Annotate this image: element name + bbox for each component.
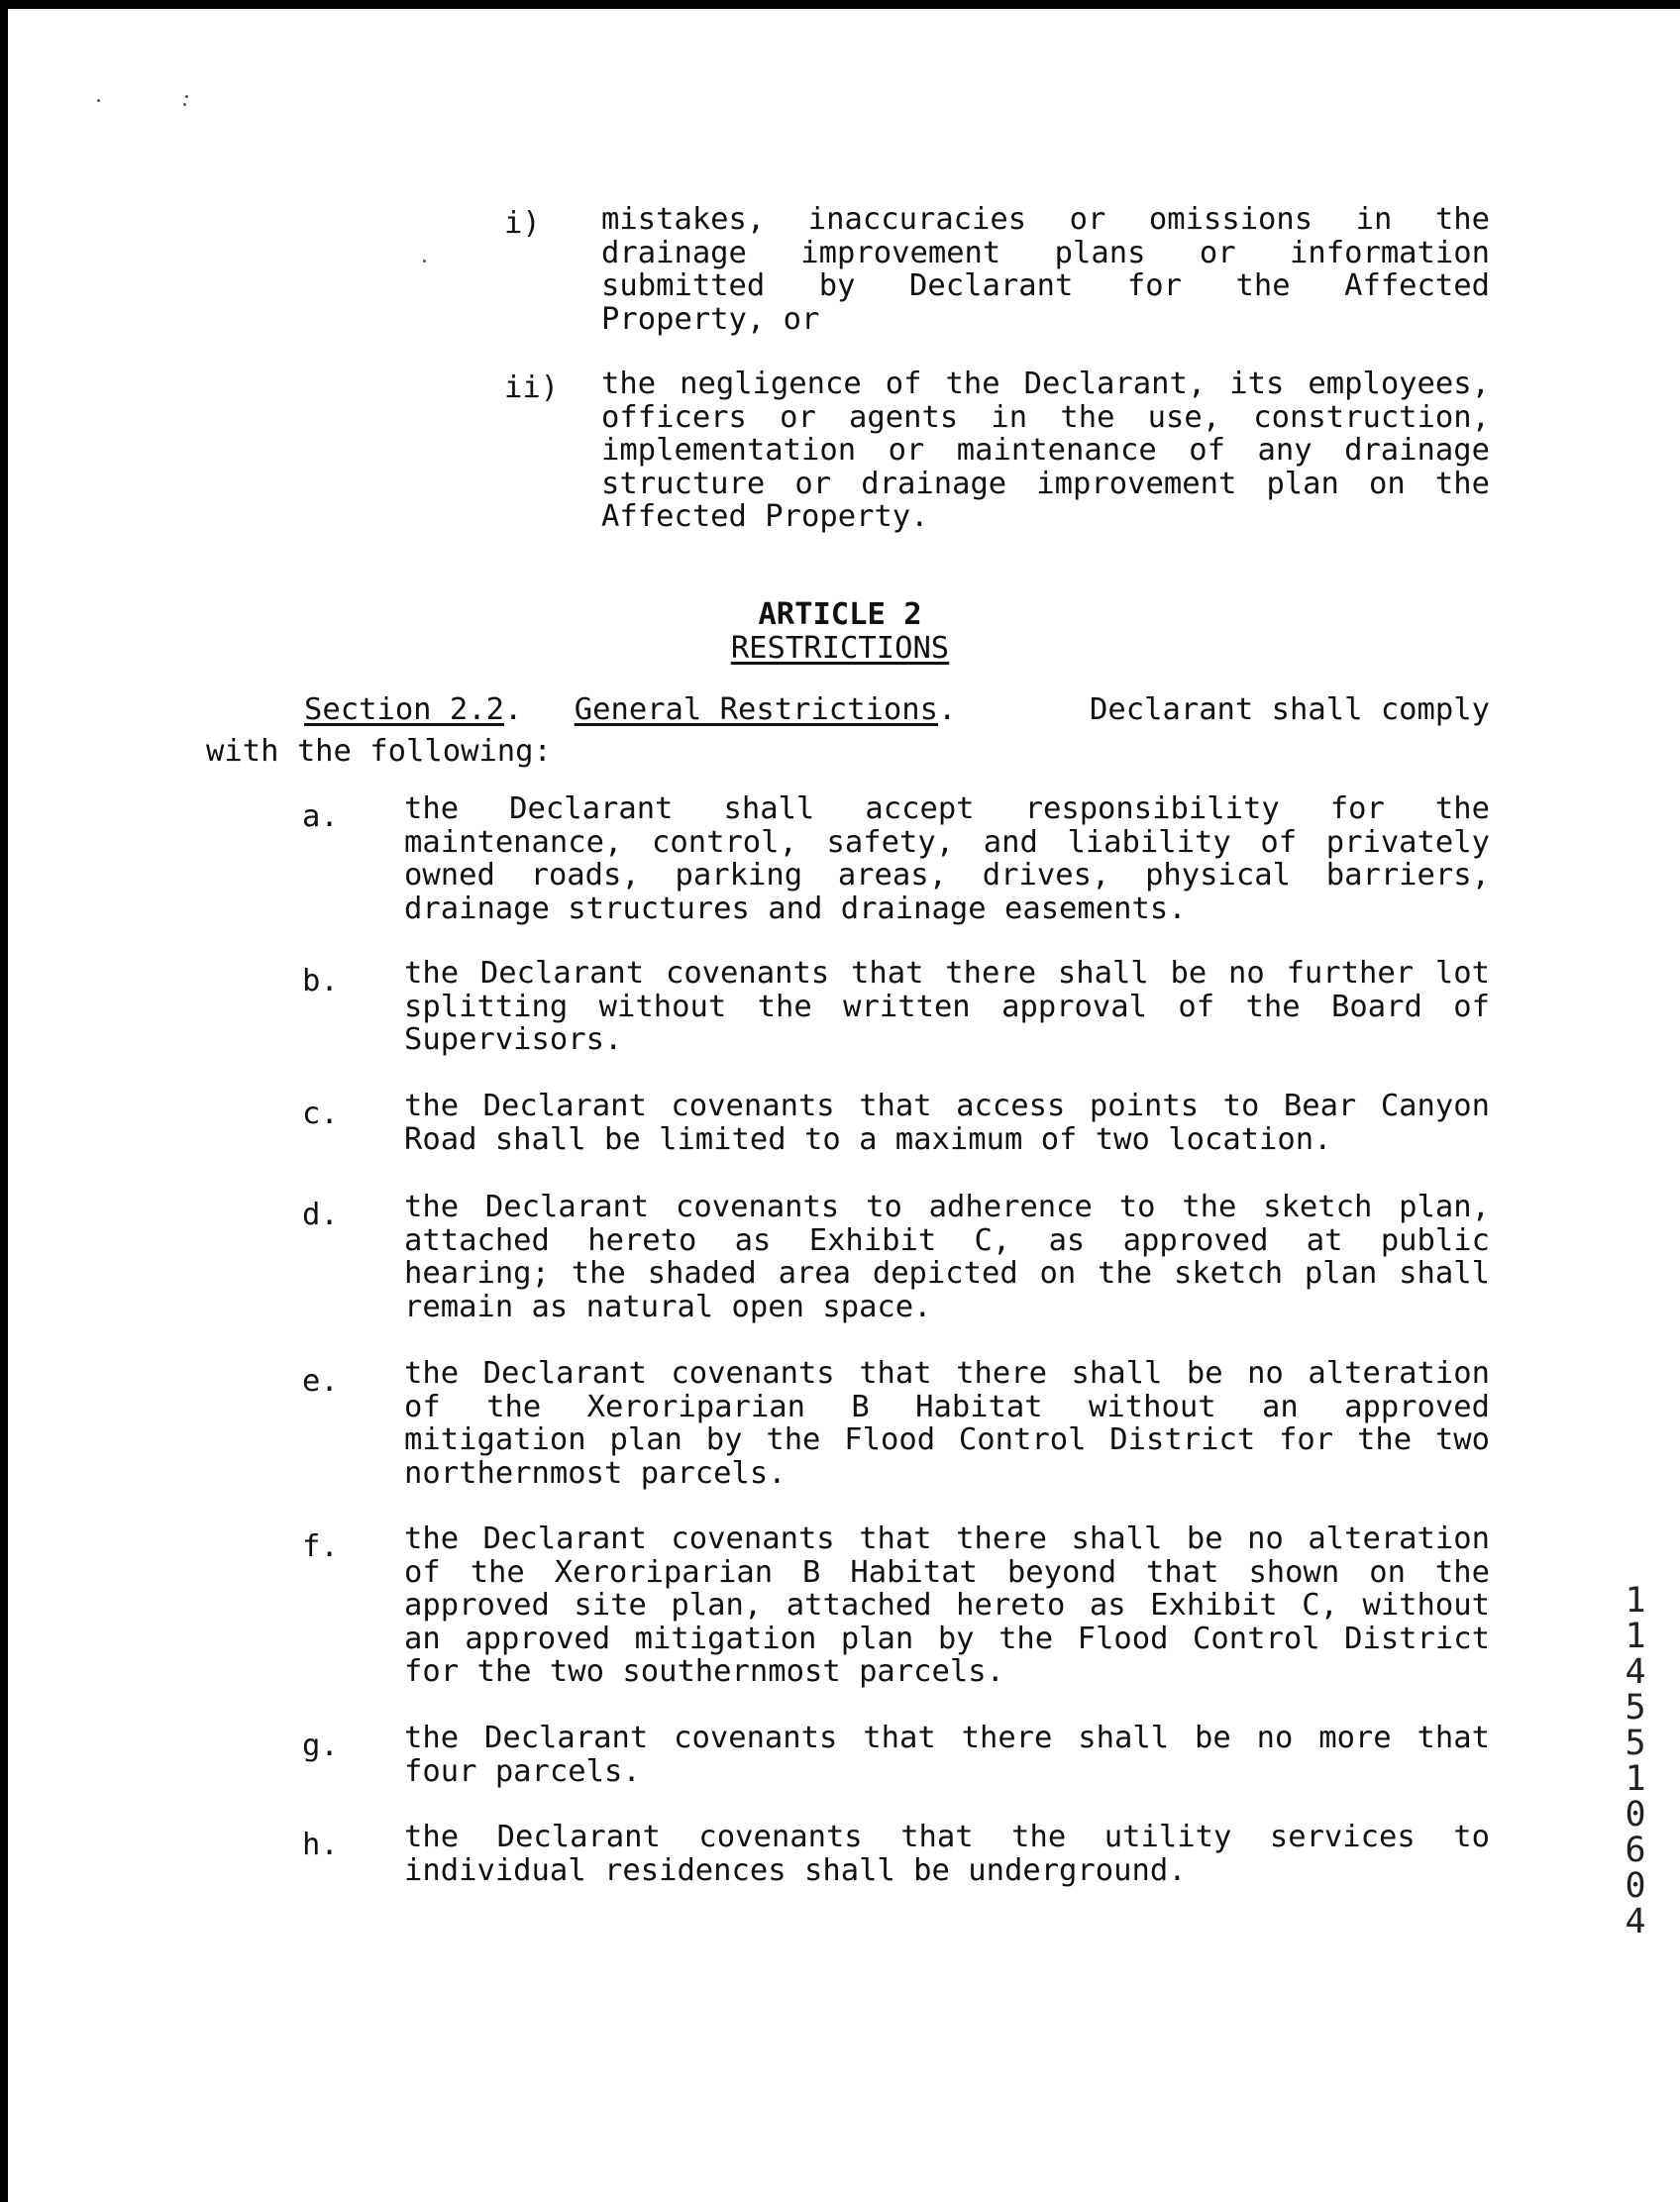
section-lead: Declarant shall comply (1090, 692, 1490, 727)
side-document-stamp (1619, 1583, 1652, 1940)
restriction-label: g. (302, 1729, 339, 1763)
scan-speck (183, 103, 186, 106)
intro-item-text: the negligence of the Declarant, its employees, officers or agents in the use, construction, implementation or maintenance of any drainage structure or drainage improvement plan on the Affected Property. (601, 367, 1490, 534)
restriction-text: the Declarant covenants that there shall be no alteration of the Xeroriparian B Habitat beyond that shown on the approved site plan, attached hereto as Exhibit C, without an approved mitigation plan by the Flood Control District for the two southernmost parcels. (404, 1521, 1490, 1689)
restriction-label: c. (302, 1097, 339, 1131)
side-stamp-char: 4 (1625, 1652, 1646, 1692)
restriction-text: the Declarant covenants that there shall be no further lot splitting without the written approval of the Board of Supervisors. (404, 956, 1490, 1057)
section-title: General Restrictions (574, 692, 938, 727)
section-heading: Section 2.2. General Restrictions. Declarant shall comply (304, 692, 1490, 727)
scan-speck (423, 260, 426, 262)
side-stamp-char: 4 (1625, 1902, 1646, 1941)
scan-left-edge (0, 0, 8, 2202)
restriction-text: the Declarant covenants that access points to Bear Canyon Road shall be limited to a maximum of two location. (404, 1089, 1490, 1157)
side-stamp-char: 1 (1625, 1617, 1646, 1656)
intro-item-text: mistakes, inaccuracies or omissions in the drainage improvement plans or information submitted by Declarant for the Affected Property, or (601, 202, 1490, 337)
side-stamp-char: 5 (1625, 1688, 1646, 1728)
restriction-text: the Declarant covenants that there shall be no alteration of the Xeroriparian B Habitat without an approved mitigation plan by the Flood Control District for the two northernmost parcels. (404, 1356, 1490, 1491)
side-stamp-char: 0 (1625, 1795, 1646, 1835)
side-stamp-char: 1 (1625, 1581, 1646, 1621)
restriction-text: the Declarant covenants to adherence to the sketch plan, attached hereto as Exhibit C, as approved at public hearing; the shaded area depicted on the sketch plan shall remain as natural open space. (404, 1190, 1490, 1324)
restriction-label: b. (302, 964, 339, 998)
intro-item-label: ii) (504, 370, 560, 405)
section-number: Section 2.2 (304, 692, 504, 727)
scan-speck (97, 99, 100, 102)
restriction-text: the Declarant shall accept responsibility for the maintenance, control, safety, and liability of privately owned roads, parking areas, drives, physical barriers, drainage structures and drainage easements. (404, 791, 1490, 926)
side-stamp-char: 1 (1625, 1759, 1646, 1799)
section-lead-continued: with the following: (206, 734, 552, 769)
side-stamp-char: 5 (1625, 1724, 1646, 1763)
scan-speck (185, 95, 188, 98)
side-stamp-char: 0 (1625, 1866, 1646, 1906)
restriction-label: a. (302, 799, 339, 834)
side-stamp-char: 6 (1625, 1831, 1646, 1870)
article-title: RESTRICTIONS (730, 631, 950, 666)
article-number: ARTICLE 2 (758, 597, 922, 632)
scan-top-edge (0, 0, 1680, 9)
restriction-label: f. (302, 1529, 339, 1564)
restriction-text: the Declarant covenants that the utility services to individual residences shall be underground. (404, 1820, 1490, 1888)
restriction-text: the Declarant covenants that there shall be no more that four parcels. (404, 1721, 1490, 1789)
intro-item-label: i) (504, 206, 541, 241)
restriction-label: d. (302, 1198, 339, 1232)
restriction-label: h. (302, 1828, 339, 1862)
restriction-label: e. (302, 1364, 339, 1399)
